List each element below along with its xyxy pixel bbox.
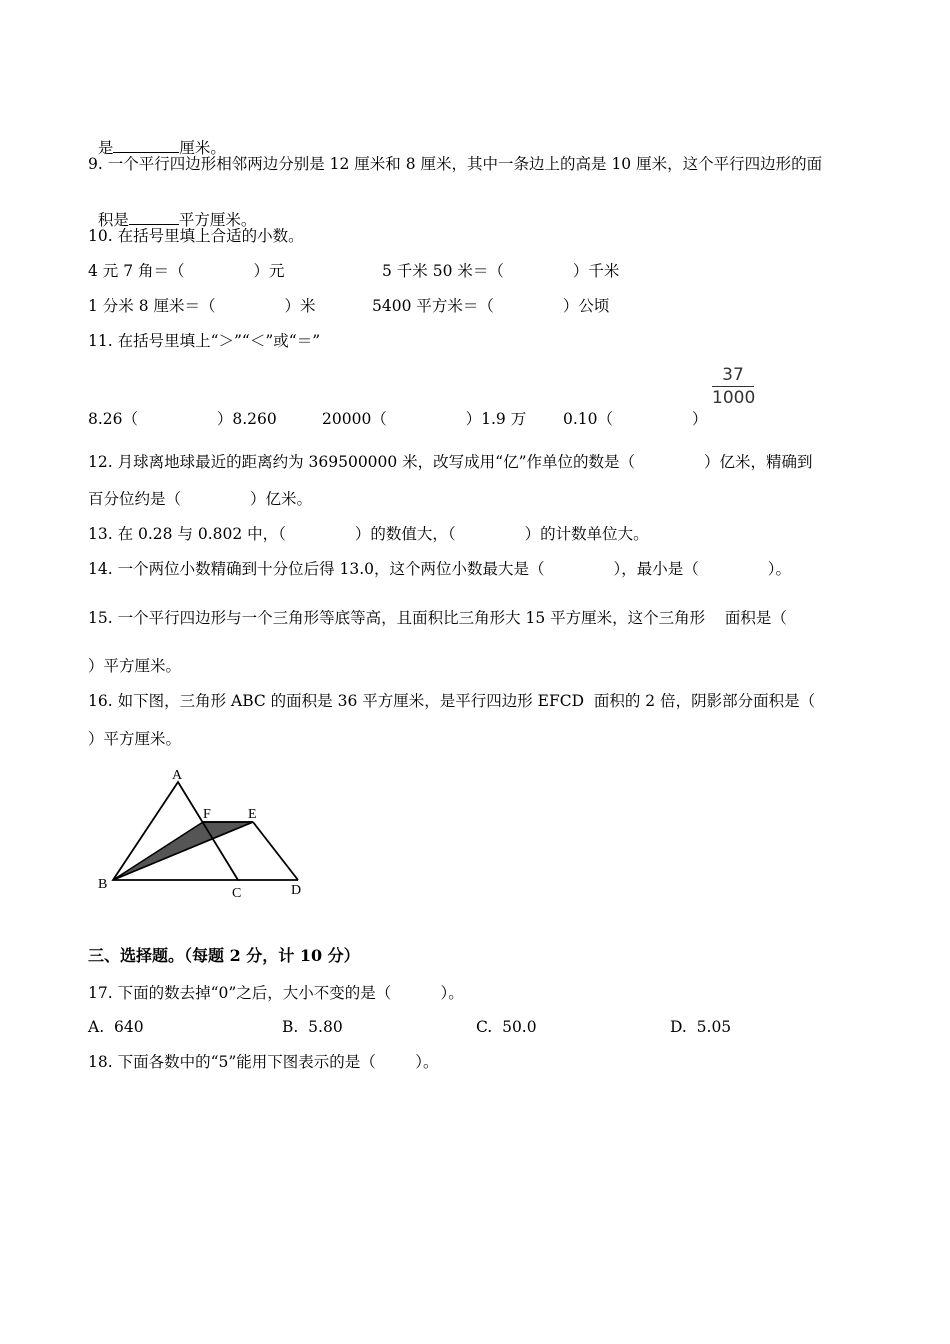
question-10-item-a: 4 元 7 角＝（ ）元	[88, 262, 285, 280]
question-10-title: 10. 在括号里填上合适的小数。	[88, 227, 304, 245]
label-a: A	[172, 768, 183, 783]
question-15-line-2: ）平方厘米。	[88, 657, 182, 675]
q17-option-a[interactable]: A. 640	[88, 1018, 144, 1036]
q17-option-d[interactable]: D. 5.05	[670, 1018, 732, 1036]
question-15-line-1: 15. 一个平行四边形与一个三角形等底等高，且面积比三角形大 15 平方厘米，这个三角形 面积是（	[88, 609, 787, 627]
fraction	[712, 365, 754, 408]
segment-ed	[253, 822, 298, 880]
question-12-line-1: 12. 月球离地球最近的距离约为 369500000 米，改写成用“亿”作单位的数是（ ）亿米，精确到	[88, 453, 813, 471]
question-12-line-2: 百分位约是（ ）亿米。	[88, 490, 312, 508]
q17-option-b[interactable]: B. 5.80	[282, 1018, 343, 1036]
question-9-line-2: 积是 平方厘米。	[97, 211, 257, 229]
geometry-figure	[88, 760, 328, 905]
section-3-heading: 三、选择题。（每题 2 分，计 10 分）	[88, 946, 360, 965]
answer-blank[interactable]	[113, 138, 179, 153]
question-18: 18. 下面各数中的“5”能用下图表示的是（ ）。	[88, 1053, 439, 1071]
question-9-line-1: 9. 一个平行四边形相邻两边分别是 12 厘米和 8 厘米，其中一条边上的高是 10 厘米，这个平行四边形的面	[88, 155, 823, 173]
q17-option-c[interactable]: C. 50.0	[476, 1018, 537, 1036]
question-10-item-d: 5400 平方米＝（ ）公顷	[372, 297, 610, 315]
question-16-line-2: ）平方厘米。	[88, 730, 182, 748]
label-b: B	[98, 877, 108, 892]
question-14: 14. 一个两位小数精确到十分位后得 13.0，这个两位小数最大是（ ），最小是（ ）。	[88, 560, 791, 578]
question-11-item-c: 0.10（ ）	[563, 410, 708, 428]
question-11-item-b: 20000（ ）1.9 万	[322, 410, 527, 428]
question-17: 17. 下面的数去掉“0”之后，大小不变的是（ ）。	[88, 984, 464, 1002]
q8-continuation: 是 厘米。	[97, 139, 226, 157]
question-13: 13. 在 0.28 与 0.802 中，（ ）的数值大，（ ）的计数单位大。	[88, 525, 649, 543]
label-e: E	[248, 807, 257, 822]
label-c: C	[232, 886, 242, 901]
label-d: D	[291, 883, 302, 898]
fraction-denominator: 1000	[712, 388, 756, 408]
question-10-item-b: 5 千米 50 米＝（ ）千米	[382, 262, 620, 280]
label-f: F	[203, 807, 211, 822]
fraction-numerator: 37	[722, 365, 744, 385]
question-11-item-a: 8.26（ ）8.260	[88, 410, 277, 428]
question-10-item-c: 1 分米 8 厘米＝（ ）米	[88, 297, 316, 315]
fraction-bar	[712, 386, 754, 387]
question-16-line-1: 16. 如下图，三角形 ABC 的面积是 36 平方厘米，是平行四边形 EFCD 面积的 2 倍，阴影部分面积是（	[88, 692, 816, 710]
question-11-title: 11. 在括号里填上“＞”“＜”或“＝”	[88, 332, 321, 350]
answer-blank[interactable]	[129, 210, 179, 225]
